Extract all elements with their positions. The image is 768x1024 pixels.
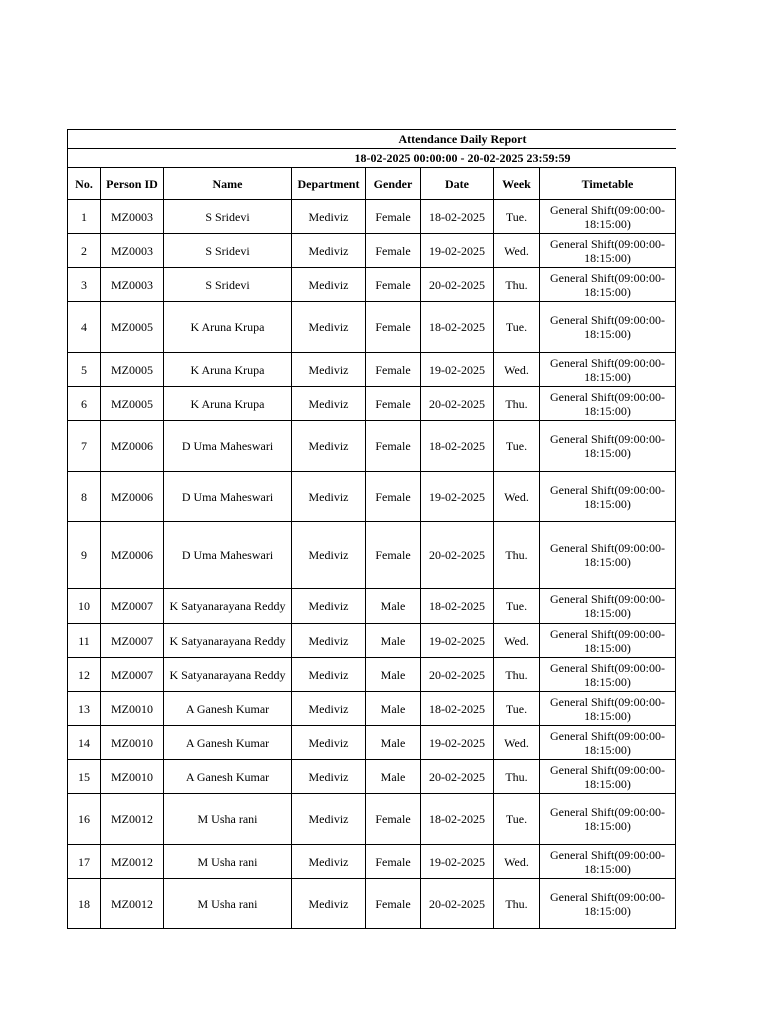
cell-date: 20-02-2025 [421,760,494,794]
cell-date: 20-02-2025 [421,268,494,302]
timetable-line-1: General Shift(09:00:00- [550,592,665,606]
cell-timetable [540,472,676,522]
report-title: Attendance Daily Report [398,132,527,146]
cell-no: 3 [68,268,101,302]
cell-department: Mediviz [292,658,366,692]
cell-overflow [676,658,677,692]
cell-person-id: MZ0005 [101,387,164,421]
timetable-line-2: 18:15:00) [584,708,631,723]
cell-timetable [540,624,676,658]
cell-gender: Female [366,879,421,929]
cell-department: Mediviz [292,522,366,589]
timetable-line-2: 18:15:00) [584,861,631,876]
cell-timetable [540,353,676,387]
timetable-line-2: 18:15:00) [584,903,631,918]
cell-department: Mediviz [292,879,366,929]
cell-overflow [676,522,677,589]
cell-date: 19-02-2025 [421,353,494,387]
cell-person-id: MZ0006 [101,472,164,522]
timetable-line-2: 18:15:00) [584,327,631,341]
cell-date: 19-02-2025 [421,624,494,658]
timetable-line-2: 18:15:00) [584,819,631,833]
timetable-line-2: 18:15:00) [584,606,631,620]
cell-person-id: MZ0005 [101,353,164,387]
timetable-line-1: General Shift(09:00:00- [550,355,665,370]
timetable-line-2: 18:15:00) [584,446,631,460]
timetable-line-2: 18:15:00) [584,776,631,791]
cell-week: Tue. [494,692,540,726]
cell-person-id: MZ0006 [101,421,164,472]
cell-gender: Female [366,522,421,589]
cell-week: Thu. [494,387,540,421]
table-row [68,522,677,589]
cell-no: 18 [68,879,101,929]
column-header-date: Date [421,168,494,200]
cell-name: A Ganesh Kumar [164,726,292,760]
cell-week: Wed. [494,353,540,387]
cell-gender: Male [366,624,421,658]
table-body [68,200,677,929]
cell-date: 19-02-2025 [421,845,494,879]
cell-date: 19-02-2025 [421,234,494,268]
cell-timetable [540,387,676,421]
cell-no: 8 [68,472,101,522]
column-header-department: Department [292,168,366,200]
column-header-overflow [676,168,677,200]
timetable-line-2: 18:15:00) [584,555,631,569]
cell-timetable [540,760,676,794]
table-row [68,472,677,522]
cell-no: 16 [68,794,101,845]
cell-gender: Female [366,387,421,421]
timetable-line-1: General Shift(09:00:00- [550,270,665,285]
cell-department: Mediviz [292,472,366,522]
column-header-person-id: Person ID [101,168,164,200]
cell-timetable [540,726,676,760]
cell-timetable [540,302,676,353]
cell-gender: Female [366,794,421,845]
cell-department: Mediviz [292,302,366,353]
cell-gender: Male [366,726,421,760]
cell-gender: Male [366,589,421,624]
cell-no: 17 [68,845,101,879]
timetable-line-1: General Shift(09:00:00- [550,482,665,497]
cell-timetable [540,522,676,589]
cell-week: Tue. [494,794,540,845]
cell-date: 18-02-2025 [421,421,494,472]
cell-date: 18-02-2025 [421,200,494,234]
cell-name: K Satyanarayana Reddy [164,624,292,658]
cell-week: Tue. [494,200,540,234]
cell-gender: Female [366,472,421,522]
cell-week: Wed. [494,624,540,658]
cell-name: S Sridevi [164,200,292,234]
cell-gender: Male [366,658,421,692]
cell-overflow [676,879,677,929]
table-row [68,302,677,353]
cell-department: Mediviz [292,421,366,472]
table-row [68,726,677,760]
cell-overflow [676,268,677,302]
cell-department: Mediviz [292,200,366,234]
cell-no: 6 [68,387,101,421]
cell-week: Tue. [494,589,540,624]
cell-name: S Sridevi [164,234,292,268]
report-title-cell [68,130,677,149]
cell-timetable [540,879,676,929]
table-row [68,760,677,794]
timetable-line-1: General Shift(09:00:00- [550,389,665,404]
timetable-line-2: 18:15:00) [584,369,631,384]
column-header-no: No. [68,168,101,200]
timetable-line-1: General Shift(09:00:00- [550,762,665,777]
cell-no: 10 [68,589,101,624]
timetable-line-1: General Shift(09:00:00- [550,432,665,446]
cell-person-id: MZ0007 [101,658,164,692]
timetable-line-2: 18:15:00) [584,403,631,418]
cell-overflow [676,472,677,522]
cell-gender: Male [366,760,421,794]
cell-name: K Aruna Krupa [164,353,292,387]
timetable-line-2: 18:15:00) [584,742,631,757]
cell-department: Mediviz [292,624,366,658]
cell-no: 13 [68,692,101,726]
cell-overflow [676,234,677,268]
timetable-line-2: 18:15:00) [584,284,631,299]
table-row [68,268,677,302]
cell-person-id: MZ0006 [101,522,164,589]
cell-no: 12 [68,658,101,692]
timetable-line-2: 18:15:00) [584,640,631,655]
cell-date: 19-02-2025 [421,472,494,522]
cell-week: Wed. [494,845,540,879]
cell-overflow [676,421,677,472]
cell-overflow [676,200,677,234]
cell-timetable [540,421,676,472]
cell-person-id: MZ0012 [101,794,164,845]
column-header-week: Week [494,168,540,200]
cell-name: A Ganesh Kumar [164,692,292,726]
cell-name: D Uma Maheswari [164,522,292,589]
timetable-line-1: General Shift(09:00:00- [550,694,665,709]
cell-person-id: MZ0010 [101,692,164,726]
table-row [68,624,677,658]
cell-department: Mediviz [292,726,366,760]
timetable-line-2: 18:15:00) [584,216,631,231]
cell-no: 14 [68,726,101,760]
cell-date: 20-02-2025 [421,522,494,589]
table-row [68,589,677,624]
table-row [68,845,677,879]
cell-date: 18-02-2025 [421,302,494,353]
cell-name: S Sridevi [164,268,292,302]
cell-person-id: MZ0010 [101,726,164,760]
cell-timetable [540,692,676,726]
attendance-table [67,129,676,929]
cell-timetable [540,268,676,302]
timetable-line-1: General Shift(09:00:00- [550,660,665,675]
cell-gender: Female [366,302,421,353]
cell-name: D Uma Maheswari [164,472,292,522]
cell-no: 2 [68,234,101,268]
cell-timetable [540,794,676,845]
cell-person-id: MZ0007 [101,624,164,658]
cell-name: K Aruna Krupa [164,387,292,421]
report-title-row [68,130,677,149]
cell-overflow [676,302,677,353]
cell-name: M Usha rani [164,845,292,879]
cell-no: 4 [68,302,101,353]
cell-person-id: MZ0003 [101,268,164,302]
cell-week: Wed. [494,234,540,268]
cell-department: Mediviz [292,692,366,726]
table-row [68,879,677,929]
cell-person-id: MZ0012 [101,845,164,879]
cell-date: 18-02-2025 [421,589,494,624]
cell-name: M Usha rani [164,794,292,845]
table-row [68,200,677,234]
cell-date: 20-02-2025 [421,658,494,692]
cell-date: 20-02-2025 [421,879,494,929]
cell-department: Mediviz [292,760,366,794]
cell-person-id: MZ0003 [101,200,164,234]
cell-date: 19-02-2025 [421,726,494,760]
cell-timetable [540,589,676,624]
cell-overflow [676,845,677,879]
cell-person-id: MZ0003 [101,234,164,268]
table-row [68,234,677,268]
cell-timetable [540,200,676,234]
cell-date: 18-02-2025 [421,692,494,726]
cell-gender: Male [366,692,421,726]
cell-department: Mediviz [292,589,366,624]
column-header-name: Name [164,168,292,200]
timetable-line-1: General Shift(09:00:00- [550,728,665,743]
cell-name: K Satyanarayana Reddy [164,658,292,692]
cell-no: 15 [68,760,101,794]
cell-week: Thu. [494,879,540,929]
report-date-range: 18-02-2025 00:00:00 - 20-02-2025 23:59:59 [354,151,571,165]
cell-gender: Female [366,200,421,234]
timetable-line-1: General Shift(09:00:00- [550,313,665,327]
cell-timetable [540,658,676,692]
cell-date: 20-02-2025 [421,387,494,421]
cell-overflow [676,589,677,624]
cell-department: Mediviz [292,268,366,302]
cell-person-id: MZ0010 [101,760,164,794]
table-row [68,658,677,692]
cell-no: 1 [68,200,101,234]
cell-overflow [676,794,677,845]
cell-name: K Aruna Krupa [164,302,292,353]
column-header-timetable: Timetable [540,168,676,200]
cell-week: Tue. [494,421,540,472]
timetable-line-2: 18:15:00) [584,250,631,265]
cell-timetable [540,845,676,879]
attendance-sheet [67,129,676,929]
table-row [68,794,677,845]
cell-week: Thu. [494,522,540,589]
cell-no: 7 [68,421,101,472]
cell-gender: Female [366,421,421,472]
cell-person-id: MZ0007 [101,589,164,624]
cell-gender: Female [366,268,421,302]
report-date-range-cell [68,149,677,168]
cell-week: Wed. [494,726,540,760]
timetable-line-2: 18:15:00) [584,674,631,689]
cell-week: Wed. [494,472,540,522]
timetable-line-1: General Shift(09:00:00- [550,805,665,819]
cell-week: Thu. [494,268,540,302]
cell-name: M Usha rani [164,879,292,929]
table-row [68,421,677,472]
column-header-gender: Gender [366,168,421,200]
cell-week: Tue. [494,302,540,353]
cell-department: Mediviz [292,234,366,268]
timetable-line-1: General Shift(09:00:00- [550,202,665,217]
cell-person-id: MZ0012 [101,879,164,929]
cell-name: D Uma Maheswari [164,421,292,472]
timetable-line-1: General Shift(09:00:00- [550,541,665,555]
timetable-line-1: General Shift(09:00:00- [550,847,665,862]
cell-department: Mediviz [292,845,366,879]
cell-department: Mediviz [292,794,366,845]
cell-overflow [676,692,677,726]
table-row [68,387,677,421]
table-row [68,353,677,387]
cell-no: 11 [68,624,101,658]
cell-no: 5 [68,353,101,387]
cell-week: Thu. [494,658,540,692]
cell-gender: Female [366,845,421,879]
cell-date: 18-02-2025 [421,794,494,845]
cell-overflow [676,624,677,658]
cell-name: A Ganesh Kumar [164,760,292,794]
cell-overflow [676,760,677,794]
cell-timetable [540,234,676,268]
cell-department: Mediviz [292,353,366,387]
cell-overflow [676,387,677,421]
cell-name: K Satyanarayana Reddy [164,589,292,624]
cell-person-id: MZ0005 [101,302,164,353]
timetable-line-1: General Shift(09:00:00- [550,236,665,251]
timetable-line-2: 18:15:00) [584,496,631,511]
table-row [68,692,677,726]
column-header-row [68,168,677,200]
cell-overflow [676,726,677,760]
cell-department: Mediviz [292,387,366,421]
timetable-line-1: General Shift(09:00:00- [550,889,665,904]
cell-overflow [676,353,677,387]
cell-no: 9 [68,522,101,589]
timetable-line-1: General Shift(09:00:00- [550,626,665,641]
cell-gender: Female [366,234,421,268]
report-date-range-row [68,149,677,168]
cell-gender: Female [366,353,421,387]
cell-week: Thu. [494,760,540,794]
